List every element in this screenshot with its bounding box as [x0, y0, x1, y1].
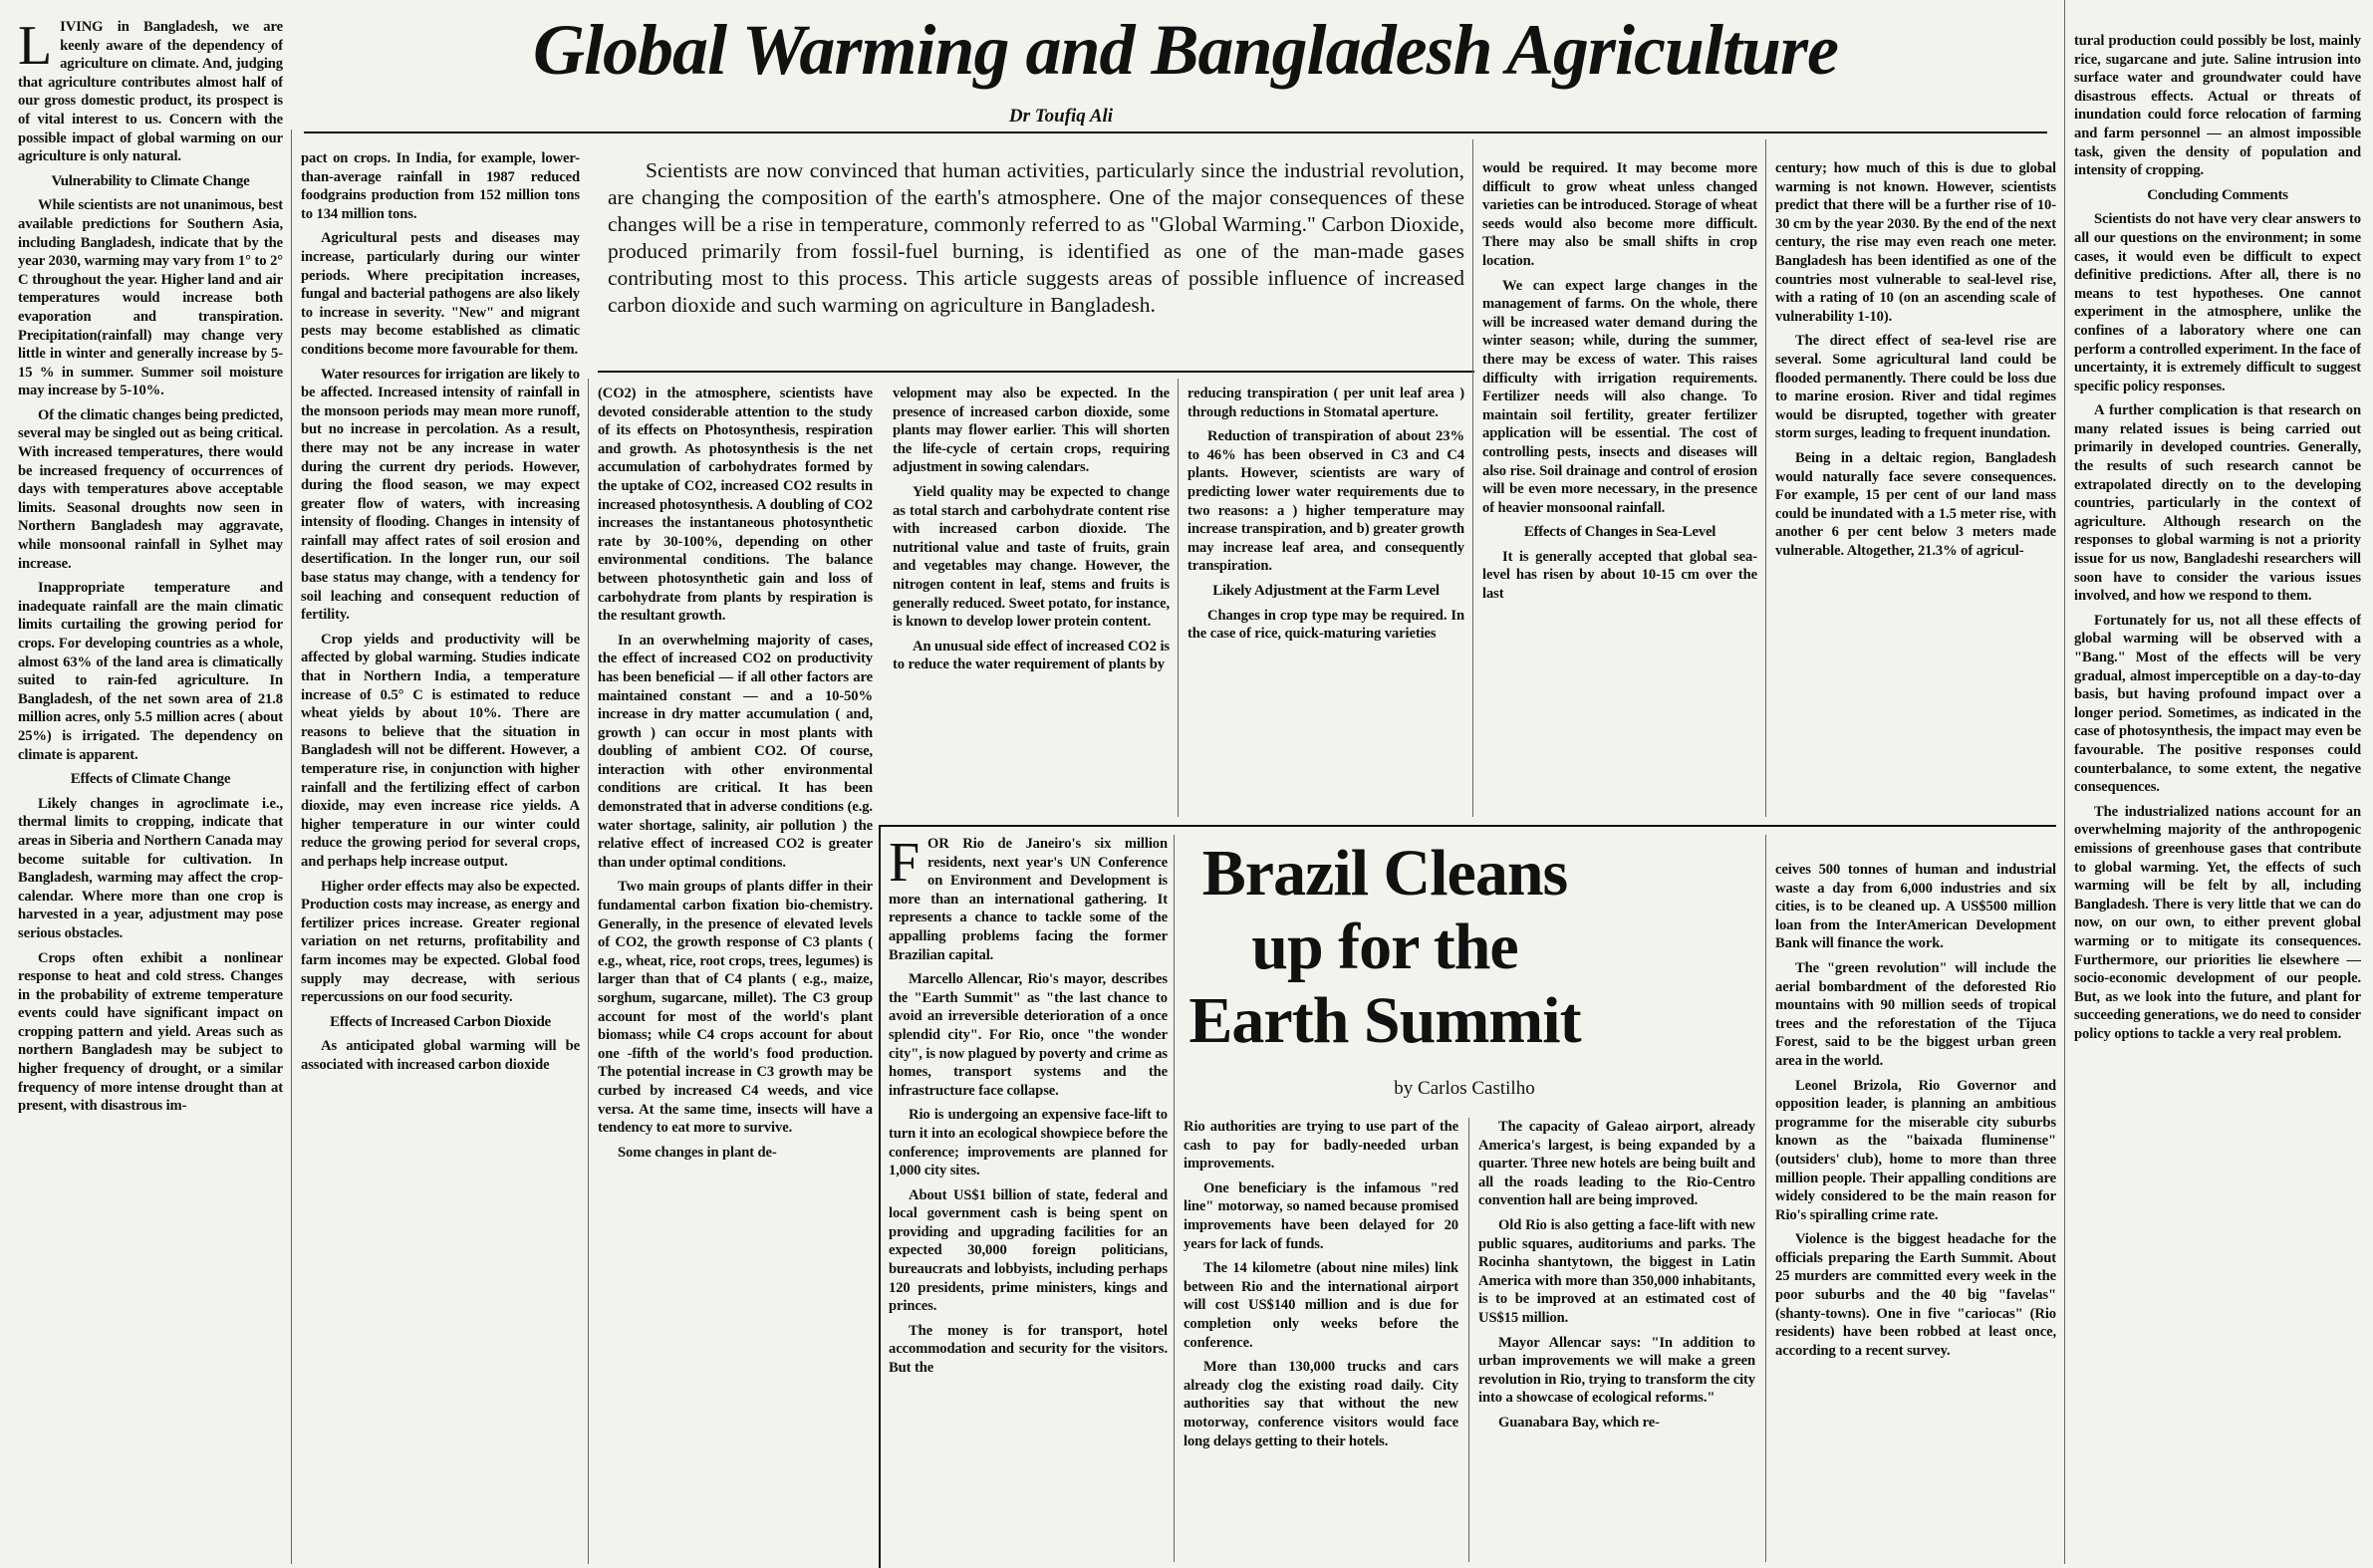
article1-column-6 — [1482, 159, 1757, 819]
headline-brazil-cleans: Brazil Cleans up for the Earth Summit — [1188, 837, 1581, 1057]
column-rule — [1174, 835, 1175, 1562]
subheading: Effects of Changes in Sea-Level — [1523, 524, 1716, 541]
paragraph: Yield quality may be expected to change as total starch and carbohydrate content rise with increased carbon dioxide. The nutritional value and taste of fruits, grain and vegetables may change. However, the nitrogen content in leaf, stems and fruits is generally reduced. Sweet potato, for instance, is known to develop lower protein content. — [893, 483, 1170, 631]
paragraph: Crop yields and productivity will be affected by global warming. Studies indicate that in Northern India, a temperature increase of 0.5° C is estimated to reduce wheat yields by about 10%. There are reasons to believe that the situation in Bangladesh will not be different. However, a temperature rise, in conjunction with higher rainfall and the fertilizing effect of carbon dioxide, may even increase rice yields. A higher temperature in our winter could reduce the growing period for several crops, and perhaps help increase output. — [301, 631, 580, 870]
article2-column-1 — [889, 835, 1168, 1562]
subheading: Effects of Climate Change — [70, 771, 231, 788]
dropcap: F — [889, 835, 921, 894]
column-rule — [1178, 379, 1179, 817]
paragraph: velopment may also be expected. In the presence of increased carbon dioxide, some plants may flower earlier. This will shorten the life-cycle of certain crops, requiring adjustment in sowing calendars. — [893, 386, 1170, 476]
article1-column-7 — [1775, 159, 2056, 819]
paragraph: The direct effect of sea-level rise are several. Some agricultural land could be flooded permanently. There could be loss due to marine erosion. River and tidal regimes would be disrupted, together with greater storm surges, leading to frequent inundation. — [1775, 333, 2056, 442]
paragraph: pact on crops. In India, for example, lower-than-average rainfall in 1987 reduced foodgrains production from 152 million tons to 134 million tons. — [301, 150, 580, 222]
paragraph: Guanabara Bay, which re- — [1498, 1414, 1660, 1431]
column-rule — [2064, 0, 2065, 1564]
paragraph: LIVING in Bangladesh, we are keenly aware of the dependency of agriculture on climate. And, judging that agriculture contributes almost half of our gross domestic product, its prospect is of vital interest to us. Concern with the possible impact of global warming on our agriculture is only natural. — [18, 18, 283, 165]
paragraph: Some changes in plant de- — [618, 1144, 777, 1161]
paragraph: FOR Rio de Janeiro's six million residents, next year's UN Conference on Environment and Development is more than an international gathering. It represents a chance to tackle some of the appalling problems facing the former Brazilian capital. — [889, 835, 1168, 963]
article1-column-5 — [1187, 385, 1464, 819]
column-rule — [1765, 835, 1766, 1562]
paragraph: A further complication is that research on many related issues is being carried out primarily in developed countries. Generally, the results of such research cannot be extrapolated directly on to the developing countries, particularly in the context of agriculture. Although research on the responses to global warming is not a priority issue for us now, Bangladeshi researchers will soon have to consider the various issues involved, and how we respond to them. — [2074, 402, 2361, 605]
paragraph: ceives 500 tonnes of human and industrial waste a day from 6,000 industries and six cities, is to be cleaned up. A US$500 million loan from the InterAmerican Development Bank will finance the work. — [1775, 862, 2056, 952]
article1-column-4 — [893, 385, 1170, 819]
paragraph: More than 130,000 trucks and cars already clog the existing road daily. City authorities say that without the new motorway, conference visitors would face long delays getting to their hotels. — [1184, 1359, 1458, 1449]
header-rule — [304, 131, 2047, 133]
paragraph: Rio authorities are trying to use part of the cash to pay for badly-needed urban improvements. — [1184, 1119, 1458, 1173]
paragraph: Marcello Allencar, Rio's mayor, describes the "Earth Summit" as "the last chance to avoid an irreversible deterioration of a once splendid city". For Rio, once "the wonder city", is now plagued by poverty and crime as homes, transport systems and the infrastructure face collapse. — [889, 971, 1168, 1099]
paragraph: As anticipated global warming will be associated with increased carbon dioxide — [301, 1038, 580, 1073]
paragraph: The 14 kilometre (about nine miles) link between Rio and the international airport will cost US$140 million and is due for completion only weeks before the conference. — [1184, 1260, 1458, 1351]
paragraph: Higher order effects may also be expected. Production costs may increase, as energy and fertilizer prices increase. Greater regional variation on net returns, profitability and farm incomes may be expected. Global food supply may decrease, with serious repercussions on our food security. — [301, 878, 580, 1006]
paragraph: Reduction of transpiration of about 23% to 46% has been observed in C3 and C4 plants. However, scientists are wary of predicting lower water requirements due to two reasons: a ) higher temperature may increase transpiration, and b) greater growth may increase leaf area, and consequently transpiration. — [1187, 428, 1464, 575]
paragraph: Old Rio is also getting a face-lift with new public squares, auditoriums and parks. The Rocinha shantytown, the biggest in Latin America with more than 350,000 inhabitants, is to be improved at an estimated cost of US$15 million. — [1478, 1216, 1755, 1326]
paragraph: Crops often exhibit a nonlinear response to heat and cold stress. Changes in the probability of extreme temperature events could have significant impact on cropping pattern and yield. Areas such as northern Bangladesh may be subject to higher frequency of drought, or a similar frequency of more intense drought than at present, with disastrous im- — [18, 949, 283, 1115]
intro-rule — [598, 371, 1474, 373]
subheading: Vulnerability to Climate Change — [51, 172, 250, 189]
article1-column-8 — [2074, 32, 2361, 1562]
column-rule — [1472, 139, 1473, 817]
paragraph: We can expect large changes in the management of farms. On the whole, there will be increased water demand during the winter season; while, during the summer, there may be excess of water. This raises difficulty with irrigation requirements. Fertilizer needs will also change. To maintain soil fertility, greater fertilizer application will be essential. The cost of controlling pests, insects and diseases will also rise. Soil drainage and control of erosion will be even more necessary, in the presence of heavier monsoonal rainfall. — [1482, 277, 1757, 516]
paragraph: In an overwhelming majority of cases, the effect of increased CO2 on productivity has been beneficial — if all other factors are maintained constant — and a 10-50% increase in dry matter accumulation ( and, growth ) can occur in most plants with doubling of ambient CO2. Of course, interaction with other environmental conditions are critical. It has been demonstrated that in adverse conditions (e.g. water shortage, salinity, air pollution ) the relative effect of increased CO2 is greater than under optimal conditions. — [598, 632, 873, 871]
paragraph: Leonel Brizola, Rio Governor and opposition leader, is planning an ambitious programme for the miserable city suburbs known as the "baixada fluminense" (outsiders' club), home to more than three million people. Their appalling conditions are widely considered to be the main reason for Rio's spiralling crime rate. — [1775, 1077, 2056, 1223]
paragraph: Violence is the biggest headache for the officials preparing the Earth Summit. About 25 murders are committed every week in the poor suburbs and the 40 big "favelas" (shanty-towns). One in five "cariocas" (Rio residents) have been robbed at least once, according to a recent survey. — [1775, 1231, 2056, 1359]
paragraph: Agricultural pests and diseases may increase, particularly during our winter periods. Where precipitation increases, fungal and bacterial pathogens are also likely to increase in severity. "New" and migrant pests may become established as climatic conditions become more favourable for them. — [301, 230, 580, 358]
paragraph: Inappropriate temperature and inadequate rainfall are the main climatic limits curtailing the growing period for crops. For developing countries as a whole, almost 63% of the land area is climatically suited to rain-fed agriculture. In Bangladesh, of the net sown area of 21.8 million acres, only 5.5 million acres ( about 25%) is irrigated. The dependency on climate is apparent. — [18, 580, 283, 763]
subheading: Concluding Comments — [2147, 186, 2288, 203]
paragraph: About US$1 billion of state, federal and local government cash is being spent on providing and upgrading facilities for an expected 30,000 foreign politicians, bureaucrats and lobbyists, including perhaps 120 presidents, prime ministers, kings and princes. — [889, 1186, 1168, 1315]
intro-paragraph: Scientists are now convinced that human activities, particularly since the industrial revolution, are changing the composition of the earth's atmosphere. One of the major consequences of these changes will be a rise in temperature, commonly referred to as "Global Warming." Carbon Dioxide, produced primarily from fossil-fuel burning, is identified as one of the man-made gases contributing most to this process. This article suggests areas of possible influence of increased carbon dioxide and such warming on agriculture in Bangladesh. — [608, 158, 1464, 317]
paragraph: would be required. It may become more difficult to grow wheat unless changed varieties can be introduced. Storage of wheat seeds would also become more difficult. There may also be small shifts in crop location. — [1482, 160, 1757, 269]
article2-column-4 — [1775, 861, 2056, 1562]
column-rule — [291, 130, 292, 1564]
paragraph: While scientists are not unanimous, best available predictions for Southern Asia, including Bangladesh, indicate that by the year 2030, warming may vary from 1° to 2° C throughout the year. Higher land and air temperatures would increase both evaporation and transpiration. Precipitation(rainfall) may change very little in winter and generally increase by 5-15 % in summer. Summer soil moisture may increase by 5-10%. — [18, 197, 283, 399]
paragraph: The industrialized nations account for an overwhelming majority of the anthropogenic emissions of greenhouse gases that contribute to global warming. Yet, the effects of such warming will be felt by all, including Bangladesh. There is very little that we can do now, on our own, to either prevent global warming or to mitigate its consequences. Furthermore, our priorities lie elsewhere — socio-economic development of our people. But, as we look into the future, and plant for succeeding generations, we do need to consider policy options to tackle a very real problem. — [2074, 803, 2361, 1042]
paragraph: Water resources for irrigation are likely to be affected. Increased intensity of rainfall in the monsoon periods may mean more runoff, but no increase in percolation. As a result, there may not be any increase in water during the current dry periods. However, during the flood season, we may expect greater flow of waters, with increasing intensity of flooding. Changes in intensity of rainfall may affect rates of soil erosion and desertification. In the longer run, our soil base status may change, with a tendency for soil leaching and consequent reduction of fertility. — [301, 366, 580, 624]
paragraph: Mayor Allencar says: "In addition to urban improvements we will make a green revolution in Rio, trying to transform the city into a showcase of ecological reforms." — [1478, 1334, 1755, 1407]
headline-global-warming: Global Warming and Bangladesh Agriculture — [533, 10, 1838, 90]
article1-column-1 — [18, 18, 283, 1562]
paragraph: Scientists do not have very clear answers to all our questions on the environment; in some cases, it would even be difficult to expect definitive predictions. After all, there is no means to test hypotheses. One cannot experiment in the atmosphere, unlike the confines of a laboratory where one can perform a controlled experiment. In the face of uncertainty, it is extremely difficult to suggest specific policy responses. — [2074, 211, 2361, 394]
article2-column-3 — [1478, 1118, 1755, 1562]
article-intro — [608, 157, 1464, 319]
paragraph: Being in a deltaic region, Bangladesh would naturally face severe consequences. For example, 15 per cent of our land mass could be inundated with a 1.5 meter rise, with another 6 per cent below 3 meters made vulnerable. Altogether, 21.3% of agricul- — [1775, 449, 2056, 559]
paragraph: One beneficiary is the infamous "red line" motorway, so named because promised improvements have been delayed for 20 years for lack of funds. — [1184, 1179, 1458, 1252]
paragraph: The capacity of Galeao airport, already America's largest, is being expanded by a quarter. Three new hotels are being built and all the roads leading to the Rio-Centro convention hall are being improved. — [1478, 1119, 1755, 1209]
column-rule — [588, 379, 589, 1564]
paragraph: century; how much of this is due to global warming is not known. However, scientists predict that there will be a further rise of 10-30 cm by the year 2030. By the end of the next century, the rise may even reach one meter. Bangladesh has been identified as one of the countries most vulnerable to seal-level rise, with a rating of 10 (on an ascending scale of vulnerability 1-10). — [1775, 160, 2056, 325]
paragraph: The "green revolution" will include the aerial bombardment of the deforested Rio mountains with 90 million seeds of tropical trees and the reforestation of the Tijuca Forest, said to be the biggest urban green area in the world. — [1775, 959, 2056, 1069]
paragraph: Of the climatic changes being predicted, several may be singled out as being critical. With increased temperatures, there would be increased frequency of occurrences of days with temperatures above acceptable limits. Seasonal droughts now seen in Northern Bangladesh may aggravate, while monsoonal rainfall in Sylhet may increase. — [18, 406, 283, 572]
article1-column-3 — [598, 385, 873, 1562]
subheading: Effects of Increased Carbon Dioxide — [330, 1013, 551, 1030]
paragraph: The money is for transport, hotel accommodation and security for the visitors. But the — [889, 1322, 1168, 1377]
byline-carlos-castilho: by Carlos Castilho — [1394, 1078, 1535, 1099]
paragraph: It is generally accepted that global sea-level has risen by about 10-15 cm over the last — [1482, 548, 1757, 603]
article1-column-2 — [301, 149, 580, 1562]
paragraph: An unusual side effect of increased CO2 is to reduce the water requirement of plants by — [893, 638, 1170, 673]
paragraph: Changes in crop type may be required. In the case of rice, quick-maturing varieties — [1187, 607, 1464, 643]
column-rule — [1765, 139, 1766, 817]
paragraph: reducing transpiration ( per unit leaf area ) through reductions in Stomatal aperture. — [1187, 386, 1464, 420]
paragraph: (CO2) in the atmosphere, scientists have devoted considerable attention to the study of its effects on Photosynthesis, respiration and growth. As photosynthesis is the net accumulation of carbohydrates formed by the uptake of CO2, increased CO2 results in increased photosynthesis. A doubling of CO2 increases the instantaneous photosynthetic rate by 30-100%, depending on other environmental conditions. The balance between photosynthetic gain and loss of carbohydrate from plants by respiration is the resultant growth. — [598, 386, 873, 625]
paragraph: Fortunately for us, not all these effects of global warming will be observed with a "Bang." Most of the effects will be very gradual, almost imperceptible on a day-to-day basis, but having profound impact over a longer period. Sometimes, as indicated in the case of photosynthesis, the impact may even be favourable. The positive responses could counterbalance, to some extent, the negative consequences. — [2074, 612, 2361, 796]
subheading: Likely Adjustment at the Farm Level — [1212, 582, 1440, 599]
column-rule — [1468, 1118, 1469, 1562]
paragraph: Two main groups of plants differ in their fundamental carbon fixation bio-chemistry. Generally, in the presence of elevated levels of CO2, the growth response of C3 plants ( e.g., wheat, rice, root crops, trees, legumes) is larger than that of C4 plants ( e.g., maize, sorghum, sugarcane, millet). The C3 group account for most of the world's plant biomass; while C4 crops account for about one -fifth of the world's food production. The potential increase in C3 growth may be curbed by increased C4 weeds, and vice versa. At the same time, insects will have a tendency to eat more to survive. — [598, 879, 873, 1137]
byline-toufiq-ali: Dr Toufiq Ali — [1008, 106, 1114, 127]
paragraph: Rio is undergoing an expensive face-lift to turn it into an ecological showpiece before the conference; improvements are planned for 1,000 city sites. — [889, 1107, 1168, 1179]
dropcap: L — [18, 18, 53, 77]
paragraph: Likely changes in agroclimate i.e., thermal limits to cropping, indicate that areas in Siberia and Northern Canada may become suitable for cultivation. In Bangladesh, warming may affect the crop-calendar. Where more than one crop is harvested in a year, adjustment may pose serious obstacles. — [18, 795, 283, 941]
paragraph: tural production could possibly be lost, mainly rice, sugarcane and jute. Saline intrusion into surface water and groundwater could have disastrous effects. Actual or threats of inundation could force relocation of farming and farm personnel — an almost impossible task, given the density of population and intensity of cropping. — [2074, 33, 2361, 179]
article2-column-2 — [1184, 1118, 1458, 1562]
